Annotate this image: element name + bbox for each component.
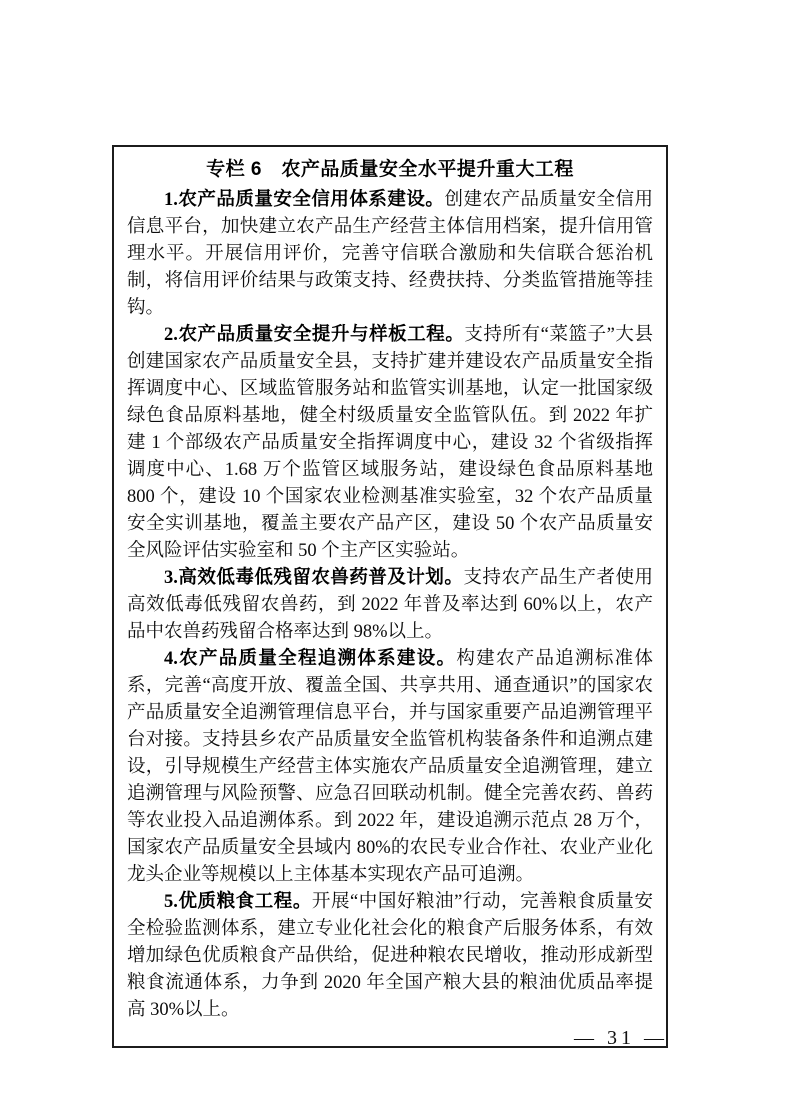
paragraph-lead: 2.农产品质量安全提升与样板工程。 [164,325,465,345]
page-number: — 31 — [574,1027,668,1049]
paragraph-lead: 1.农产品质量安全信用体系建设。 [164,190,445,210]
panel-paragraph-5 [127,889,653,1024]
paragraph-body: 开展“中国好粮油”行动，完善粮食质量安全检验监测体系，建立专业化社会化的粮食产后服务体系，有效增加绿色优质粮食产品供给，促进种粮农民增收，推动形成新型粮食流通体系，力争到 2020 年全国产粮大县的粮油优质品率提高 30%以上。 [127,892,653,1020]
panel-title: 专栏 6 农产品质量安全水平提升重大工程 [206,159,574,180]
panel-paragraph-1 [127,187,653,322]
paragraph-lead: 3.高效低毒低残留农兽药普及计划。 [164,568,464,588]
panel-paragraph-4 [127,646,653,889]
paragraph-body: 支持农产品生产者使用高效低毒低残留农兽药，到 2022 年普及率达到 60%以上，农产品中农兽药残留合格率达到 98%以上。 [127,568,653,642]
paragraph-body: 创建农产品质量安全信用信息平台，加快建立农产品生产经营主体信用档案，提升信用管理水平。开展信用评价，完善守信联合激励和失信联合惩治机制，将信用评价结果与政策支持、经费扶持、分类监管措施等挂钩。 [127,190,653,318]
panel-paragraph-2 [127,322,653,565]
paragraph-lead: 4.农产品质量全程追溯体系建设。 [164,649,457,669]
paragraph-body: 构建农产品追溯标准体系，完善“高度开放、覆盖全国、共享共用、通查通识”的国家农产品质量安全追溯管理信息平台，并与国家重要产品追溯管理平台对接。支持县乡农产品质量安全监管机构装备条件和追溯点建设，引导规模生产经营主体实施农产品质量安全追溯管理，建立追溯管理与风险预警、应急召回联动机制。健全完善农药、兽药等农业投入品追溯体系。到 2022 年，建设追溯示范点 28 万个，国家农产品质量安全县域内 80%的农民专业合作社、农业产业化龙头企业等规模以上主体基本实现农产品可追溯。 [127,649,653,885]
paragraph-body: 支持所有“菜篮子”大县创建国家农产品质量安全县，支持扩建并建设农产品质量安全指挥调度中心、区域监管服务站和监管实训基地，认定一批国家级绿色食品原料基地，健全村级质量安全监管队伍。到 2022 年扩建 1 个部级农产品质量安全指挥调度中心，建设 32 个省级指挥调度中心、1.68 万个监管区域服务站，建设绿色食品原料基地 800 个，建设 10 个国家农业检测基准实验室，32 个农产品质量安全实训基地，覆盖主要农产品产区，建设 50 个农产品质量安全风险评估实验室和 50 个主产区实验站。 [127,325,653,561]
paragraph-lead: 5.优质粮食工程。 [164,892,312,912]
panel-paragraph-3 [127,565,653,646]
highlight-panel [112,145,668,1048]
